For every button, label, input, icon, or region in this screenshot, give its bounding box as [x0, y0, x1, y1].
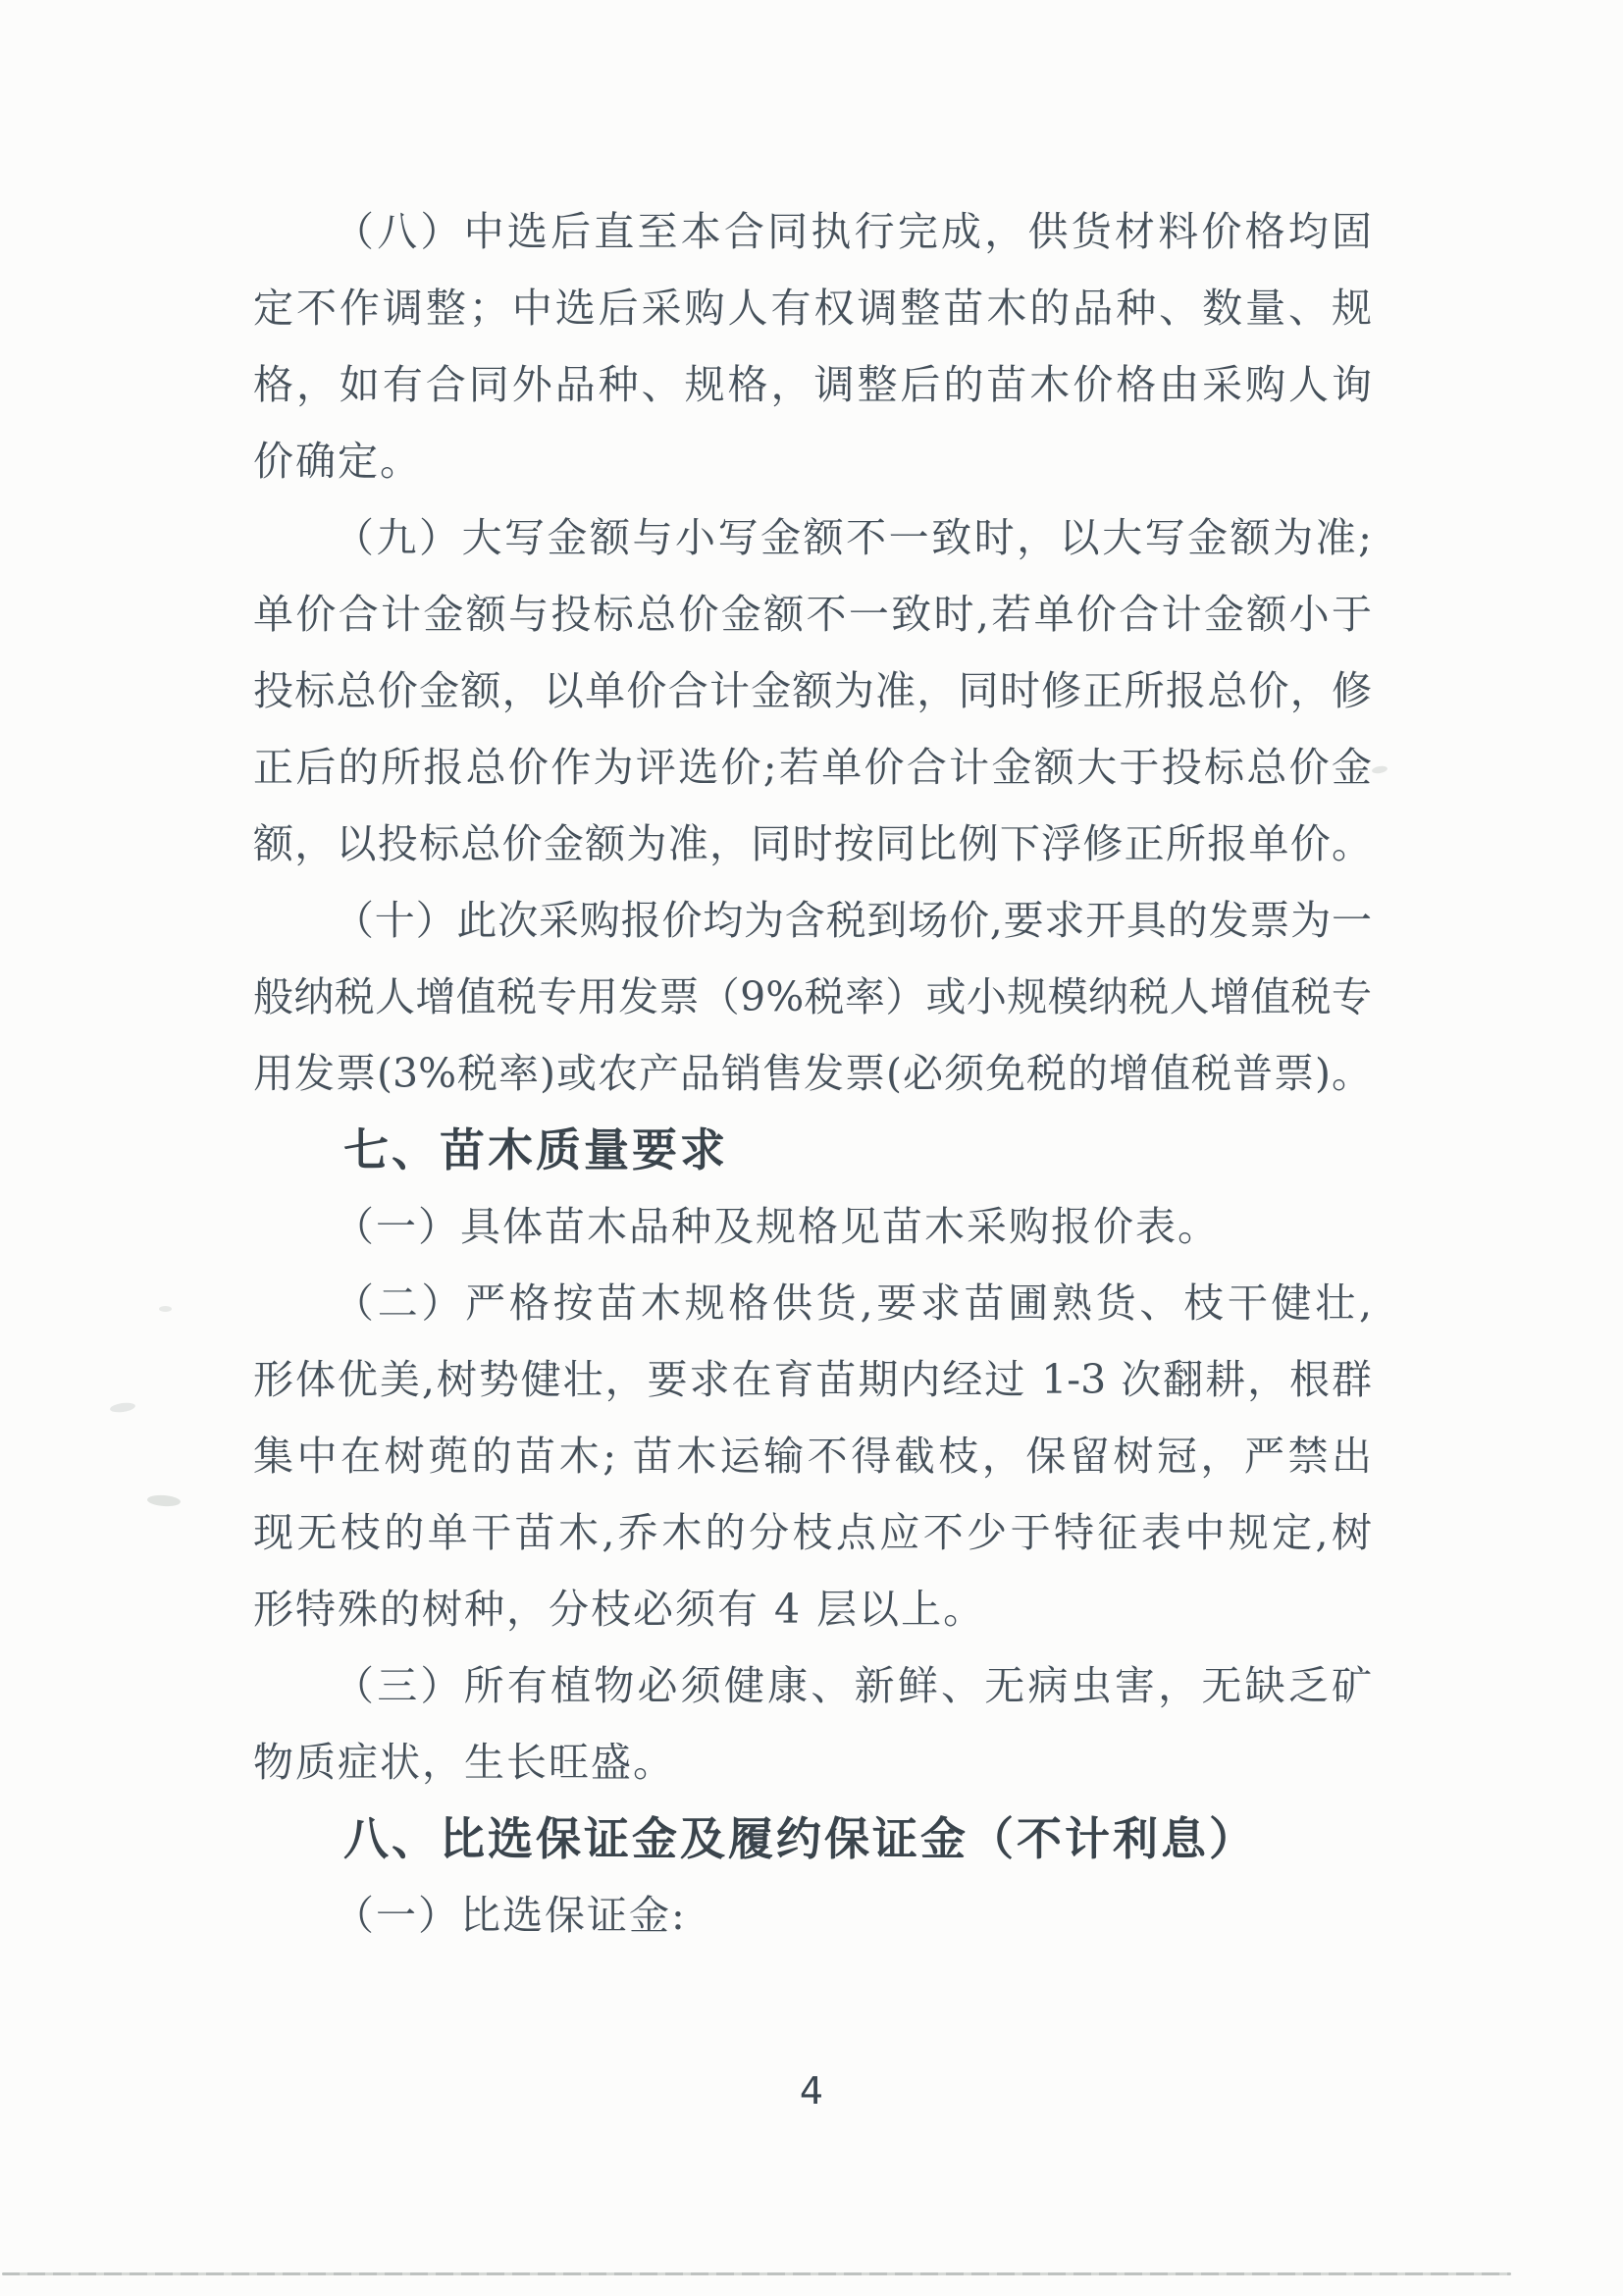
page-number: 4: [799, 2069, 824, 2113]
text-line: 般纳税人增值税专用发票（9%税率）或小规模纳税人增值税专: [253, 973, 1372, 1020]
text-line: 正后的所报总价作为评选价;若单价合计金额大于投标总价金: [253, 744, 1372, 791]
text-line: （三）所有植物必须健康、新鲜、无病虫害，无缺乏矿: [334, 1662, 1372, 1709]
text-line: （十）此次采购报价均为含税到场价,要求开具的发票为一: [334, 897, 1372, 944]
section-heading: 七、苗木质量要求: [343, 1123, 728, 1176]
text-line: 格，如有合同外品种、规格，调整后的苗木价格由采购人询: [253, 361, 1372, 408]
text-line: （一）比选保证金:: [334, 1892, 687, 1939]
text-line: 额，以投标总价金额为准，同时按同比例下浮修正所报单价。: [253, 820, 1372, 867]
text-line: 用发票(3%税率)或农产品销售发票(必须免税的增值税普票)。: [253, 1050, 1372, 1097]
text-line: 形特殊的树种，分枝必须有 4 层以上。: [253, 1586, 986, 1633]
text-line: （二）严格按苗木规格供货,要求苗圃熟货、枝干健壮,: [334, 1279, 1372, 1327]
scan-artifact-smudge: [110, 1401, 136, 1414]
section-heading: 八、比选保证金及履约保证金（不计利息）: [343, 1812, 1257, 1865]
text-line: （一）具体苗木品种及规格见苗木采购报价表。: [334, 1203, 1220, 1250]
text-line: 物质症状，生长旺盛。: [253, 1739, 675, 1786]
document-text-block: [253, 193, 1372, 1954]
scan-artifact-smudge: [1372, 765, 1388, 775]
text-line: 价确定。: [253, 438, 422, 485]
text-line: （九）大写金额与小写金额不一致时，以大写金额为准;: [334, 514, 1372, 561]
text-line: （八）中选后直至本合同执行完成，供货材料价格均固: [334, 208, 1372, 255]
scan-artifact-smudge: [147, 1494, 182, 1507]
text-line: 单价合计金额与投标总价金额不一致时,若单价合计金额小于: [253, 591, 1372, 638]
text-line: 现无枝的单干苗木,乔木的分枝点应不少于特征表中规定,树: [253, 1509, 1372, 1556]
text-line: 形体优美,树势健壮，要求在育苗期内经过 1-3 次翻耕，根群: [253, 1356, 1372, 1403]
scan-artifact-bottom-edge: [2, 2272, 1511, 2275]
text-line: 定不作调整；中选后采购人有权调整苗木的品种、数量、规: [253, 285, 1372, 332]
text-line: 集中在树蔸的苗木; 苗木运输不得截枝，保留树冠，严禁出: [253, 1433, 1372, 1480]
text-line: 投标总价金额，以单价合计金额为准，同时修正所报总价，修: [253, 667, 1372, 714]
scan-artifact-smudge: [159, 1306, 172, 1312]
